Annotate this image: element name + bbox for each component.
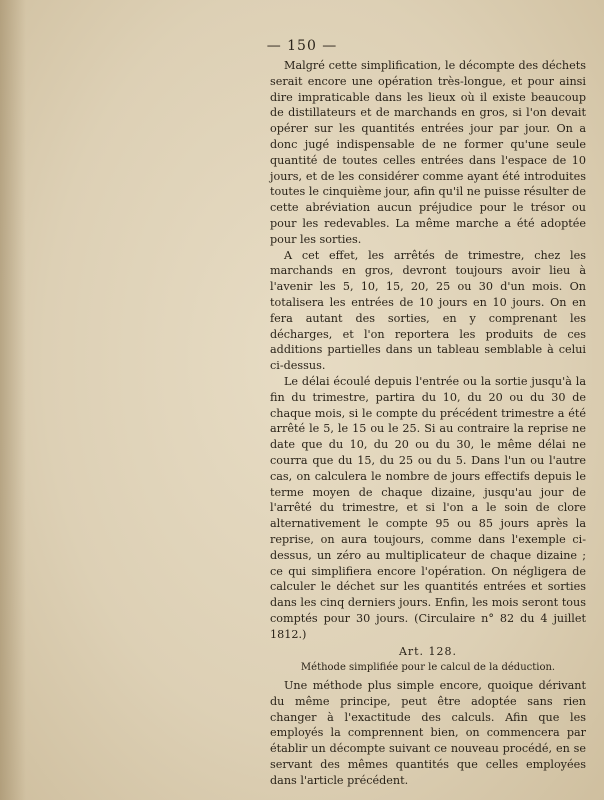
article-heading: Art. 128. [398,645,458,659]
paragraph-4: Une méthode plus simple encore, quoique dérivant du même principe, peut être adoptée sans rien changer à l'exactitude des calculs. Afin que les employés la comprennent bien, on commencera par établir un décompte suivant ce nouveau procédé, en se servant des mêmes quantités que celles employées dans l'article précédent. [270,679,586,787]
paragraph-1: Malgré cette simplification, le décompte des déchets serait encore une opération très-longue, et pour ainsi dire impraticable dans les lieux où il existe beaucoup de distillateurs et de marchands en gros, si l'on devait opérer sur les quantités entrées jour par jour. On a donc jugé indispensable de ne former qu'une seule quantité de toutes celles entrées dans l'espace de 10 jours, et de les considérer comme ayant été introduites toutes le cinquième jour, afin qu'il ne puisse résulter de cette abréviation aucun préjudice pour le trésor ou pour les redevables. La même marche a été adoptée pour les sorties. [270,59,586,246]
article-subtitle: Méthode simplifiée pour le calcul de la déduction. [300,662,556,674]
text-column [270,58,586,789]
page-number: — 150 — [266,38,338,54]
binding-shadow [0,0,26,800]
paragraph-3: Le délai écoulé depuis l'entrée ou la sortie jusqu'à la fin du trimestre, partira du 10, du 20 ou du 30 de chaque mois, si le compte du précédent trimestre a été arrêté le 5, le 15 ou le 25. Si au contraire la reprise ne date que du 10, du 20 ou du 30, le même délai ne courra que du 15, du 25 ou du 5. Dans l'un ou l'autre cas, on calculera le nombre de jours effectifs depuis le terme moyen de chaque dizaine, jusqu'au jour de l'arrêté du trimestre, et si l'on a le soin de clore alternativement le compte 95 ou 85 jours après la reprise, on aura toujours, comme dans l'exemple ci-dessus, un zéro au multiplicateur de chaque dizaine ; ce qui simplifiera encore l'opération. On négligera de calculer le déchet sur les quantités entrées et sorties dans les cinq derniers jours. Enfin, les mois seront tous comptés pour 30 jours. (Circulaire n° 82 du 4 juillet 1812.) [270,374,586,641]
paragraph-2: A cet effet, les arrêtés de trimestre, chez les marchands en gros, devront toujours avoir lieu à l'avenir les 5, 10, 15, 20, 25 ou 30 d'un mois. On totalisera les entrées de 10 jours en 10 jours. On en fera autant des sorties, en y comprenant les décharges, et l'on reportera les produits de ces additions partielles dans un tableau semblable à celui ci-dessus. [270,248,586,373]
